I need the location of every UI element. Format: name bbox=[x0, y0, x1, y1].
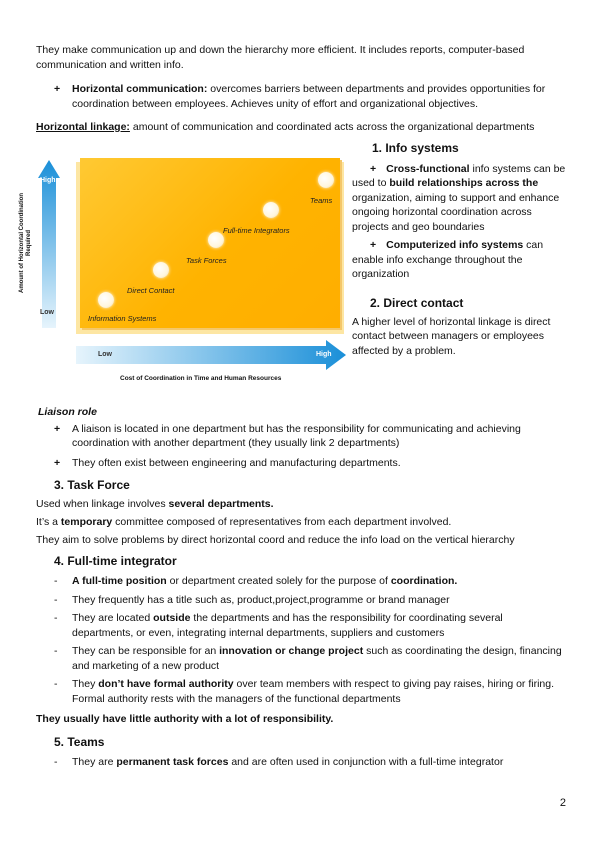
chart-point-direct-contact bbox=[153, 262, 169, 278]
build-relationships-bold: build relationships across the bbox=[389, 177, 539, 189]
integrator-list bbox=[36, 574, 566, 706]
horizontal-communication-item bbox=[36, 82, 561, 111]
cross-functional-bold: Cross-functional bbox=[386, 162, 470, 175]
horizontal-communication-label: Horizontal communication: bbox=[72, 83, 208, 95]
task-force-heading: 3. Task Force bbox=[54, 478, 130, 492]
task-force-line-1: Used when linkage involves several departments. bbox=[36, 498, 274, 510]
liaison-bullet-2: They often exist between engineering and manufacturing departments. bbox=[72, 456, 401, 469]
chart-point-information-systems bbox=[98, 292, 114, 308]
teams-heading: 5. Teams bbox=[54, 735, 105, 749]
plus-bullet-icon: + bbox=[54, 83, 61, 95]
chart-point-label: Direct Contact bbox=[127, 286, 175, 295]
chart-point-full-time-integrators bbox=[263, 202, 279, 218]
list-item: - A full-time position or department created solely for the purpose of coordination. bbox=[54, 575, 458, 587]
horizontal-linkage-label: Horizontal linkage: bbox=[36, 121, 130, 133]
chart-point-label: Teams bbox=[310, 196, 333, 205]
info-systems-heading: 1. Info systems bbox=[372, 141, 459, 155]
dash-bullet-icon: - bbox=[54, 678, 58, 690]
integrator-summary: They usually have little authority with a lot of responsibility. bbox=[36, 713, 334, 725]
x-axis-arrow bbox=[76, 340, 346, 370]
plus-bullet-icon: + bbox=[370, 239, 377, 251]
x-tick-low: Low bbox=[98, 351, 112, 358]
list-item: - They are permanent task forces and are often used in conjunction with a full-time integrator bbox=[54, 756, 504, 768]
chart-point-label: Full-time Integrators bbox=[223, 226, 290, 235]
chart-point-teams bbox=[318, 172, 334, 188]
horizontal-linkage-text: amount of communication and coordinated acts across the organizational departments bbox=[129, 121, 535, 133]
page-number: 2 bbox=[559, 797, 566, 809]
horizontal-linkage-chart bbox=[6, 156, 346, 386]
list-item: - They are located outside the departments and has the responsibility for coordinating several departments, or even, integrating internal departments, suppliers and customers bbox=[54, 612, 503, 639]
dash-bullet-icon: - bbox=[54, 756, 58, 768]
plus-bullet-icon: + bbox=[54, 422, 61, 435]
list-item: - They don’t have formal authority over team members with respect to giving pay raises, hiring or firing. Formal authority rests with the managers of the functional departments bbox=[54, 678, 555, 705]
dash-bullet-icon: - bbox=[54, 612, 58, 624]
liaison-bullet-1: A liaison is located in one department but has the responsibility for communicating and achieving coordination with another department (they usually link 2 departments) bbox=[72, 422, 521, 449]
y-tick-low: Low bbox=[40, 309, 54, 316]
info-systems-section bbox=[352, 141, 570, 282]
intro-paragraph: They make communication up and down the hierarchy more efficient. It includes reports, computer-based communication and written info. bbox=[36, 44, 525, 71]
info-systems-text-1: info systems can be used to bbox=[352, 162, 566, 189]
integrator-heading: 4. Full-time integrator bbox=[54, 554, 177, 568]
info-systems-text-3: can enable info exchange throughout the organization bbox=[352, 239, 544, 280]
info-systems-text-2: organization, aiming to support and enhance ongoing horizontal coordination across projects and geo boundaries bbox=[352, 191, 560, 233]
chart-point-label: Information Systems bbox=[88, 314, 157, 323]
y-tick-high: High bbox=[40, 177, 56, 184]
chart-point-label: Task Forces bbox=[186, 256, 227, 265]
liaison-section bbox=[36, 405, 566, 470]
direct-contact-heading: 2. Direct contact bbox=[370, 296, 464, 310]
plus-bullet-icon: + bbox=[54, 456, 61, 469]
y-axis-title: Amount of Horizontal Coordination Required bbox=[19, 193, 32, 293]
computerized-info-systems-bold: Computerized info systems bbox=[386, 239, 524, 251]
task-force-line-3: They aim to solve problems by direct horizontal coord and reduce the info load on the vertical hierarchy bbox=[36, 534, 515, 546]
x-tick-high: High bbox=[316, 351, 332, 358]
dash-bullet-icon: - bbox=[54, 645, 58, 657]
horizontal-communication-text: overcomes barriers between departments and provides opportunities for coordination between employees. Achieves unity of effort and organizational objectives. bbox=[72, 83, 546, 110]
x-axis-title: Cost of Coordination in Time and Human Resources bbox=[120, 375, 282, 382]
dash-bullet-icon: - bbox=[54, 575, 58, 587]
liaison-label: Liaison role bbox=[38, 406, 97, 418]
task-force-line-2: It’s a temporary committee composed of representatives from each department involved. bbox=[36, 516, 452, 528]
plus-bullet-icon: + bbox=[370, 162, 377, 175]
chart-plot-area bbox=[80, 158, 340, 328]
list-item: - They frequently has a title such as, product,project,programme or brand manager bbox=[54, 593, 450, 606]
list-item: - They can be responsible for an innovation or change project such as coordinating the design, financing and marketing of a new product bbox=[54, 645, 562, 672]
direct-contact-text: A higher level of horizontal linkage is direct contact between managers or employees affected by a problem. bbox=[352, 315, 551, 357]
horizontal-linkage-line bbox=[36, 120, 576, 135]
direct-contact-section bbox=[352, 296, 570, 358]
dash-bullet-icon: - bbox=[54, 593, 58, 606]
chart-point-task-forces bbox=[208, 232, 224, 248]
